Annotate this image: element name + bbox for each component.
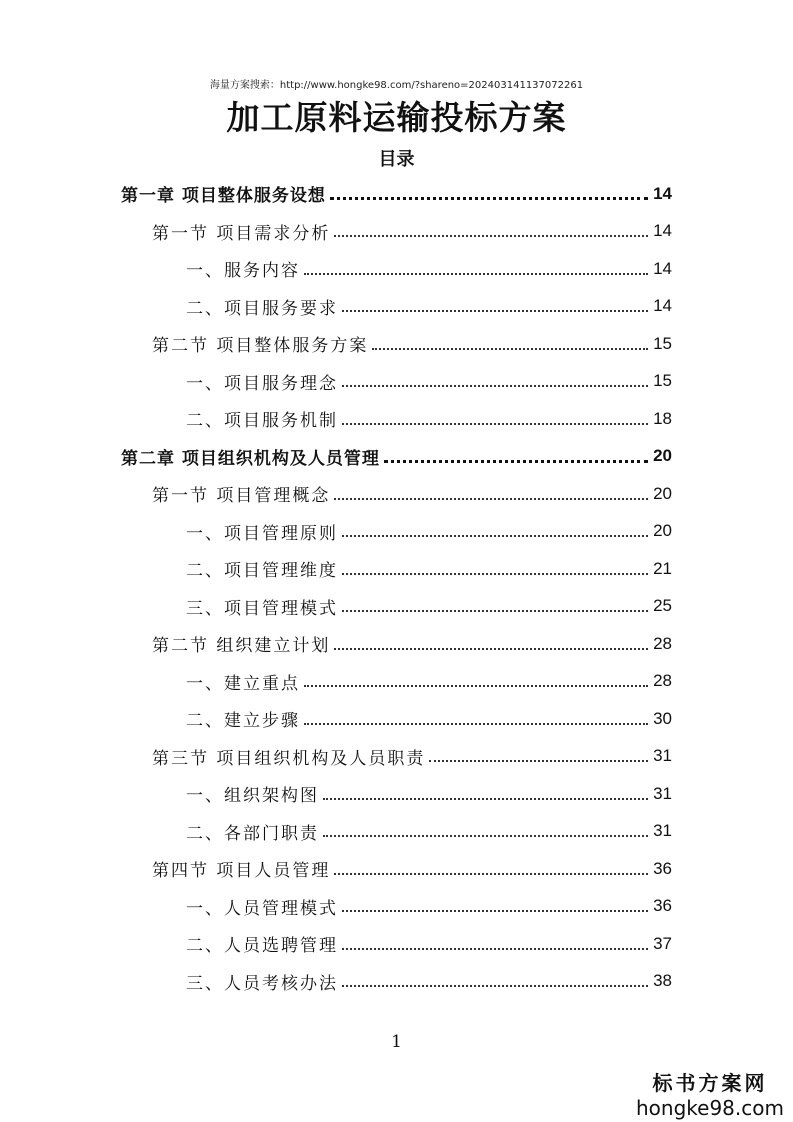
toc-entry-label: 第一章 项目整体服务设想 [121, 186, 326, 206]
toc-entry-label: 二、项目服务机制 [186, 411, 338, 431]
toc-leader-dots [323, 798, 648, 800]
document-title: 加工原料运输投标方案 [226, 98, 567, 137]
toc-leader-dots [342, 385, 648, 387]
toc-entry-item[interactable] [186, 813, 672, 850]
header-url: 海量方案搜索：http://www.hongke98.com/?shareno=20240314113707226​1 [209, 80, 584, 91]
page-number: 1 [391, 1032, 402, 1052]
toc-entry-page: 18 [653, 408, 672, 428]
toc-entry-label: 第一节 项目管理概念 [152, 486, 331, 506]
toc-entry-page: 31 [653, 746, 672, 765]
toc-entry-label: 一、服务内容 [186, 261, 300, 281]
toc-leader-dots [342, 310, 648, 312]
toc-leader-dots [342, 910, 648, 912]
watermark-logo [620, 1067, 793, 1120]
toc-leader-dots [323, 835, 648, 837]
toc-entry-item[interactable] [186, 963, 672, 1000]
toc-entry-label: 第二节 项目整体服务方案 [152, 336, 369, 356]
toc-leader-dots [342, 423, 648, 425]
toc-entry-page: 37 [653, 933, 672, 953]
toc-entry-section[interactable] [152, 850, 672, 887]
toc-entry-page: 14 [653, 296, 672, 315]
toc-leader-dots [304, 685, 648, 687]
toc-leader-dots [334, 498, 648, 500]
toc-leader-dots [342, 948, 648, 950]
toc-entry-item[interactable] [186, 888, 672, 925]
toc-entry-item[interactable] [186, 775, 672, 812]
toc-leader-dots [429, 760, 648, 762]
toc-entry-item[interactable] [186, 700, 672, 737]
toc-entry-label: 二、项目服务要求 [186, 298, 338, 319]
toc-leader-dots [304, 723, 648, 725]
toc-entry-page: 21 [653, 558, 672, 578]
toc-entry-page: 20 [653, 521, 672, 540]
toc-entry-label: 二、人员选聘管理 [186, 936, 338, 956]
toc-entry-label: 二、建立步骤 [186, 711, 300, 731]
toc-entry-page: 36 [653, 896, 672, 915]
toc-leader-dots [342, 573, 648, 575]
toc-leader-dots [304, 273, 648, 275]
toc-entry-label: 一、人员管理模式 [186, 898, 338, 919]
toc-heading: 目录 [378, 149, 415, 170]
toc-leader-dots [334, 235, 648, 237]
toc-leader-dots [330, 197, 648, 200]
toc-entry-label: 三、人员考核办法 [186, 973, 338, 994]
toc-entry-label: 第一节 项目需求分析 [152, 223, 331, 244]
toc-leader-dots [384, 460, 648, 463]
toc-entry-page: 31 [653, 783, 672, 803]
toc-entry-page: 31 [653, 821, 672, 840]
toc-entry-label: 一、项目服务理念 [186, 373, 338, 394]
watermark-en: hongke98.com [636, 1096, 784, 1120]
toc-entry-page: 15 [653, 333, 672, 353]
toc-entry-label: 第四节 项目人员管理 [152, 861, 331, 881]
toc-entry-page: 30 [653, 708, 672, 728]
toc-entry-item[interactable] [186, 588, 672, 625]
toc-entry-section[interactable] [152, 213, 672, 250]
toc-entry-label: 一、组织架构图 [186, 786, 319, 806]
toc-entry-page: 25 [653, 596, 672, 615]
toc-leader-dots [342, 985, 648, 987]
toc-entry-label: 一、项目管理原则 [186, 523, 338, 544]
toc-entry-label: 二、各部门职责 [186, 823, 319, 844]
toc-leader-dots [334, 648, 648, 650]
toc-entry-label: 一、建立重点 [186, 673, 300, 694]
toc-entry-label: 第二章 项目组织机构及人员管理 [121, 448, 380, 469]
toc-entry-item[interactable] [186, 663, 672, 700]
toc-entry-section[interactable] [152, 475, 672, 512]
toc-entry-chapter[interactable] [121, 175, 672, 212]
toc-entry-item[interactable] [186, 925, 672, 962]
toc-entry-item[interactable] [186, 550, 672, 587]
toc-entry-item[interactable] [186, 400, 672, 437]
toc-entry-item[interactable] [186, 288, 672, 325]
toc-leader-dots [372, 348, 648, 350]
toc-entry-page: 20 [653, 446, 672, 465]
toc-entry-page: 14 [653, 221, 672, 240]
toc-leader-dots [342, 610, 648, 612]
toc-entry-page: 14 [653, 183, 672, 203]
toc-entry-section[interactable] [152, 625, 672, 662]
toc-entry-label: 三、项目管理模式 [186, 598, 338, 619]
toc-entry-page: 20 [653, 483, 672, 503]
toc-entry-page: 36 [653, 858, 672, 878]
toc-entry-page: 14 [653, 258, 672, 278]
toc-entry-item[interactable] [186, 363, 672, 400]
watermark-cn: 标书方案网 [652, 1071, 768, 1095]
toc-leader-dots [334, 873, 648, 875]
toc-entry-page: 28 [653, 671, 672, 690]
toc-entry-section[interactable] [152, 325, 672, 362]
toc-entry-item[interactable] [186, 250, 672, 287]
toc-entry-page: 38 [653, 971, 672, 990]
toc-entry-page: 28 [653, 633, 672, 653]
toc-entry-section[interactable] [152, 738, 672, 775]
toc-entry-item[interactable] [186, 513, 672, 550]
toc-entry-label: 二、项目管理维度 [186, 561, 338, 581]
toc-entry-page: 15 [653, 371, 672, 390]
toc-leader-dots [342, 535, 648, 537]
toc-entry-label: 第三节 项目组织机构及人员职责 [152, 748, 426, 769]
toc-entry-chapter[interactable] [121, 438, 672, 475]
toc-entry-label: 第二节 组织建立计划 [152, 636, 331, 656]
